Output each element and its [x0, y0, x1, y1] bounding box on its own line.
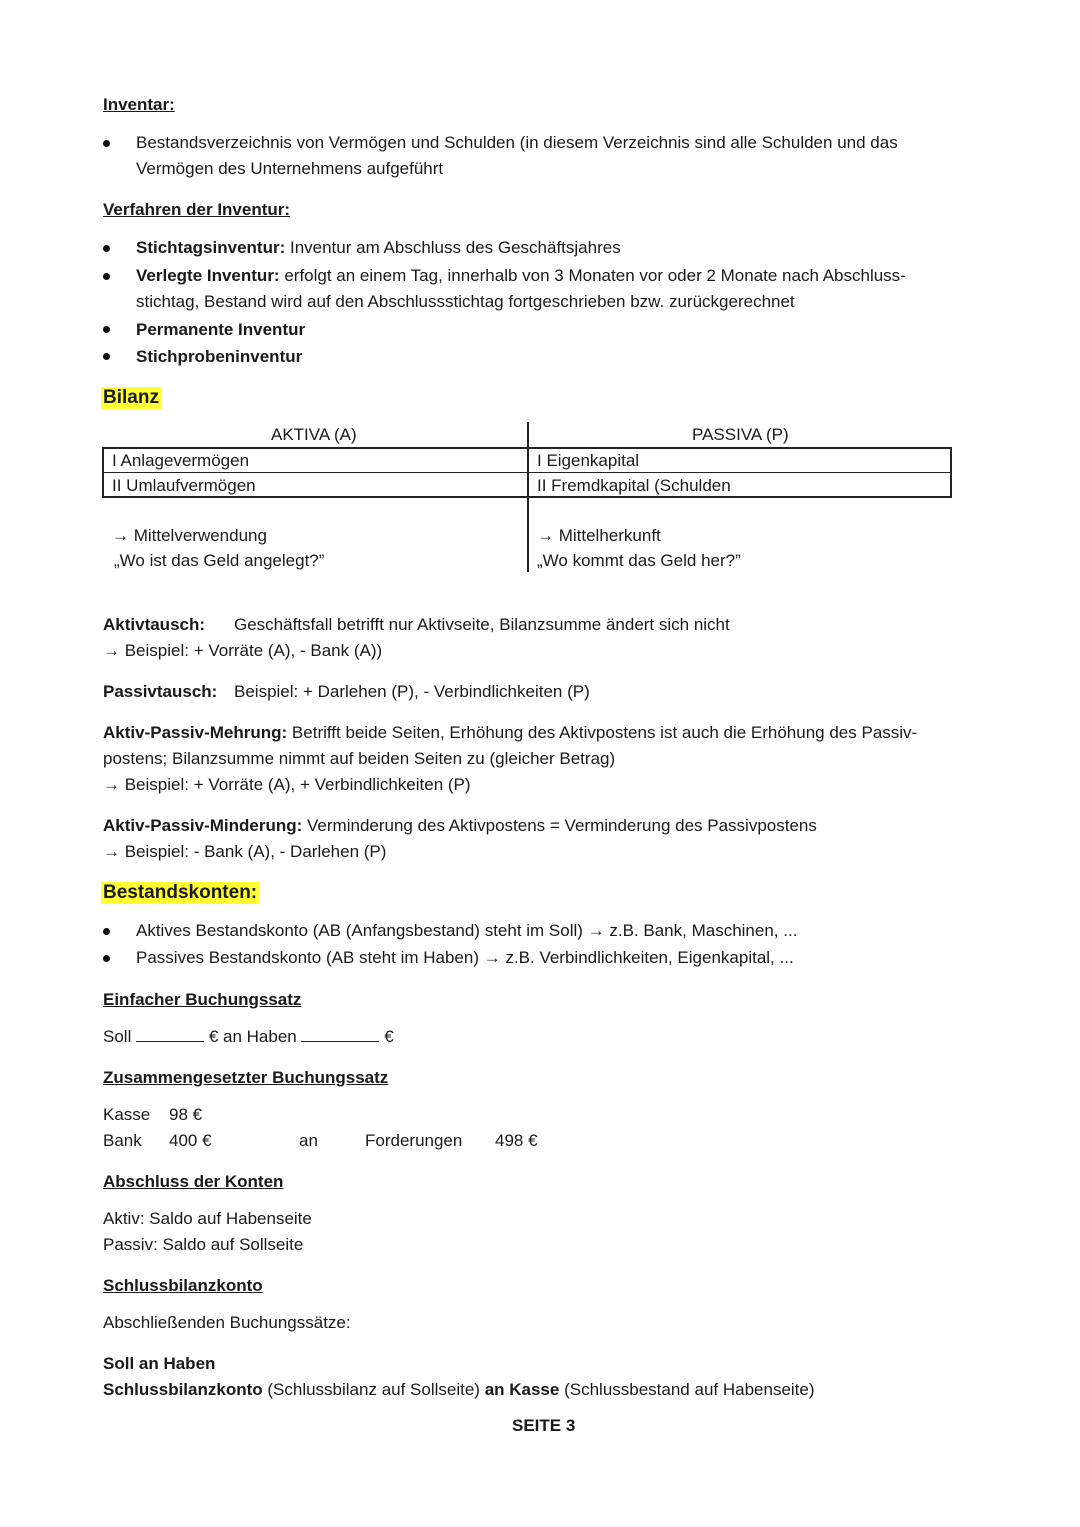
- bullet-icon: [103, 245, 110, 252]
- zusammen-forderungen-amount: 498 €: [495, 1131, 538, 1150]
- minderung-line-1: [103, 816, 817, 836]
- schluss-buchung: [103, 1380, 815, 1400]
- inventar-text-2: Vermögen des Unternehmens aufgeführt: [136, 159, 444, 178]
- zusammen-bank-amount: 400 €: [169, 1131, 212, 1150]
- zusammen-bank: Bank: [103, 1131, 142, 1150]
- verfahren-item-verlegt: [136, 266, 906, 286]
- schluss-text-2: (Schlussbestand auf Habenseite): [559, 1380, 815, 1399]
- verfahren-item-text: erfolgt an einem Tag, innerhalb von 3 Monaten vor oder 2 Monate nach Abschluss-: [279, 266, 906, 285]
- verfahren-item-stichprobe: Stichprobeninventur: [136, 347, 303, 366]
- verfahren-item-label: Verlegte Inventur:: [136, 266, 280, 285]
- bilanz-mid-line: [102, 472, 952, 473]
- mehrung-line-1: [103, 723, 917, 743]
- schluss-heading: Schlussbilanzkonto: [103, 1276, 263, 1295]
- zusammen-kasse: Kasse: [103, 1105, 151, 1124]
- einfach-mid: € an Haben: [208, 1027, 297, 1046]
- bestandskonten-item-passiv: Passives Bestandskonto (AB steht im Haben) → z.B. Verbindlichkeiten, Eigenkapital, ...: [136, 948, 794, 967]
- minderung-text: Verminderung des Aktivpostens = Verminderung des Passivpostens: [302, 816, 817, 835]
- soll-blank: [136, 1041, 204, 1042]
- verfahren-item-text: Inventur am Abschluss des Geschäftsjahres: [285, 238, 621, 257]
- verfahren-heading: Verfahren der Inventur:: [103, 200, 291, 219]
- aktiva-note-2: „Wo ist das Geld angelegt?”: [114, 551, 325, 570]
- passiva-note-2: „Wo kommt das Geld her?”: [537, 551, 741, 570]
- einfach-soll: Soll: [103, 1027, 132, 1046]
- aktivtausch-example: → Beispiel: + Vorräte (A), - Bank (A)): [103, 641, 383, 660]
- bullet-icon: [103, 928, 110, 935]
- passivtausch-text: Beispiel: + Darlehen (P), - Verbindlichkeiten (P): [234, 682, 590, 701]
- verfahren-item-label: Stichtagsinventur:: [136, 238, 286, 257]
- aktivtausch-label: Aktivtausch:: [103, 615, 206, 634]
- bullet-icon: [103, 326, 110, 333]
- verfahren-item-permanent: Permanente Inventur: [136, 320, 306, 339]
- bestandskonten-item-aktiv: Aktives Bestandskonto (AB (Anfangsbestand) steht im Soll) → z.B. Bank, Maschinen, ...: [136, 921, 798, 940]
- schluss-konto: Schlussbilanzkonto: [103, 1380, 263, 1399]
- inventar-text-1: Bestandsverzeichnis von Vermögen und Schulden (in diesem Verzeichnis sind alle Schulden und das: [136, 133, 898, 152]
- bullet-icon: [103, 955, 110, 962]
- bilanz-right-line: [950, 447, 952, 498]
- aktiva-row-umlauf: II Umlaufvermögen: [112, 476, 256, 495]
- mehrung-text: Betrifft beide Seiten, Erhöhung des Aktivpostens ist auch die Erhöhung des Passiv-: [287, 723, 918, 742]
- bullet-icon: [103, 140, 110, 147]
- passiva-row-fremd: II Fremdkapital (Schulden: [537, 476, 731, 495]
- bilanz-left-line: [102, 447, 104, 498]
- passiva-note-1: → Mittelherkunft: [537, 526, 661, 545]
- verfahren-item-verlegt-2: stichtag, Bestand wird auf den Abschlussstichtag fortgeschrieben bzw. zurückgerechnet: [136, 292, 795, 311]
- aktivtausch-text: Geschäftsfall betrifft nur Aktivseite, Bilanzsumme ändert sich nicht: [234, 615, 730, 634]
- schluss-an-kasse: an Kasse: [484, 1380, 560, 1399]
- zusammen-an: an: [299, 1131, 318, 1150]
- abschluss-heading: Abschluss der Konten: [103, 1172, 284, 1191]
- zusammen-forderungen: Forderungen: [365, 1131, 463, 1150]
- bestandskonten-heading: Bestandskonten:: [103, 882, 258, 903]
- haben-blank: [301, 1041, 379, 1042]
- einfach-euro: €: [384, 1027, 394, 1046]
- bilanz-bottom-line: [102, 496, 952, 498]
- page-number: SEITE 3: [512, 1416, 576, 1435]
- mehrung-example: → Beispiel: + Vorräte (A), + Verbindlichkeiten (P): [103, 775, 471, 794]
- mehrung-label: Aktiv-Passiv-Mehrung:: [103, 723, 288, 742]
- inventar-heading: Inventar:: [103, 95, 175, 114]
- passiva-header: PASSIVA (P): [692, 425, 789, 444]
- einfach-line: [103, 1027, 394, 1047]
- schluss-intro: Abschließenden Buchungssätze:: [103, 1313, 351, 1332]
- abschluss-passiv: Passiv: Saldo auf Sollseite: [103, 1235, 304, 1254]
- verfahren-item-stichtag: [136, 238, 621, 258]
- zusammen-kasse-amount: 98 €: [169, 1105, 203, 1124]
- schluss-soll-an-haben: Soll an Haben: [103, 1354, 216, 1373]
- aktiva-row-anlage: I Anlagevermögen: [112, 451, 250, 470]
- abschluss-aktiv: Aktiv: Saldo auf Habenseite: [103, 1209, 312, 1228]
- zusammen-heading: Zusammengesetzter Buchungssatz: [103, 1068, 389, 1087]
- passivtausch-label: Passivtausch:: [103, 682, 218, 701]
- schluss-text-1: (Schlussbilanz auf Sollseite): [262, 1380, 485, 1399]
- passiva-row-eigen: I Eigenkapital: [537, 451, 640, 470]
- minderung-label: Aktiv-Passiv-Minderung:: [103, 816, 303, 835]
- aktiva-header: AKTIVA (A): [271, 425, 357, 444]
- bullet-icon: [103, 273, 110, 280]
- aktiva-note-1: → Mittelverwendung: [112, 526, 267, 545]
- bullet-icon: [103, 353, 110, 360]
- mehrung-line-2: postens; Bilanzsumme nimmt auf beiden Seiten zu (gleicher Betrag): [103, 749, 616, 768]
- minderung-example: → Beispiel: - Bank (A), - Darlehen (P): [103, 842, 387, 861]
- bilanz-heading: Bilanz: [103, 387, 159, 408]
- bilanz-top-line: [102, 447, 952, 449]
- einfach-heading: Einfacher Buchungssatz: [103, 990, 302, 1009]
